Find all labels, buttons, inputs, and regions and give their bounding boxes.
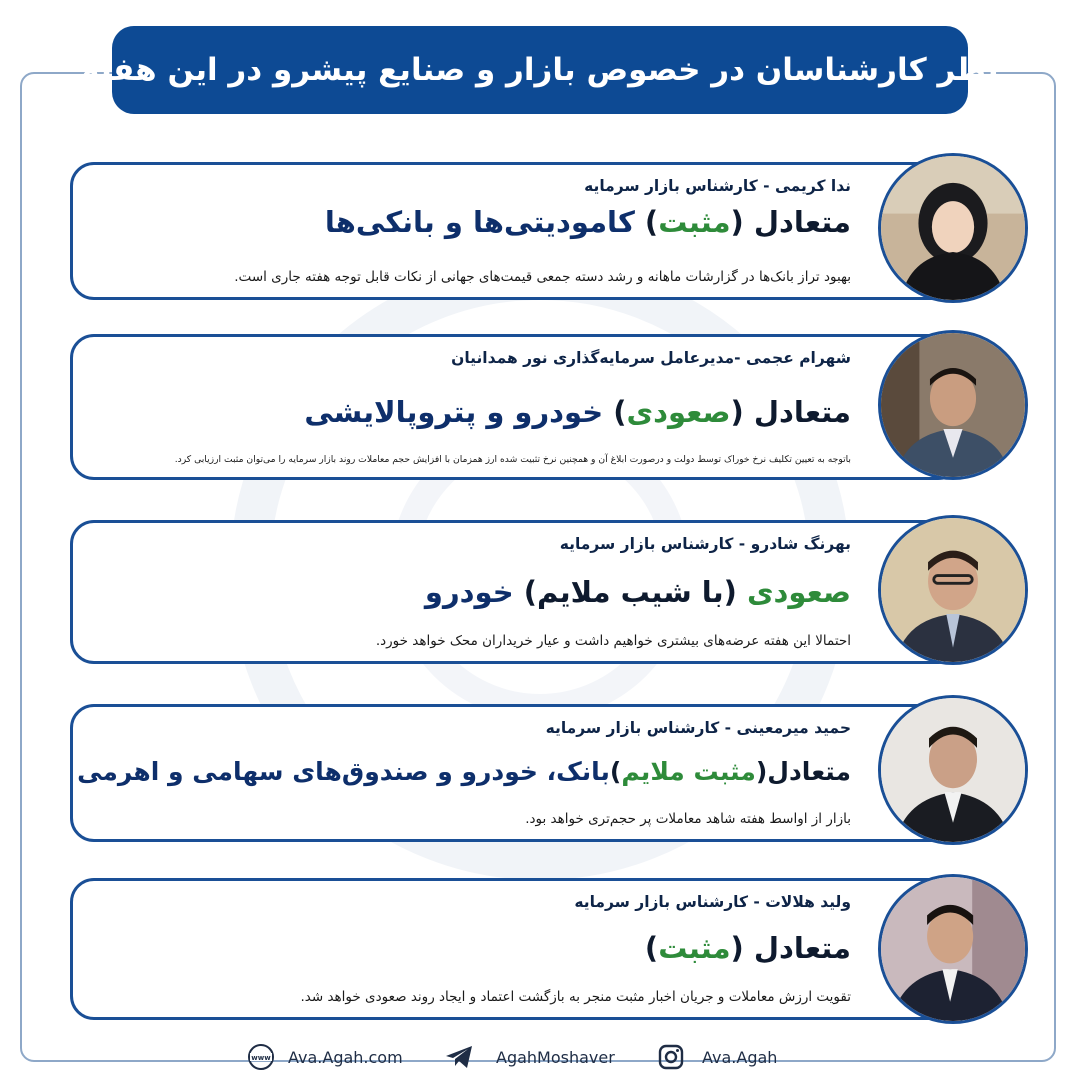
- globe-www-icon: [246, 1042, 276, 1072]
- expert-description: بهبود تراز بانک‌ها در گزارشات ماهانه و رشد دسته جمعی قیمت‌های جهانی از نکات قابل توجه هفته جاری است.: [234, 269, 851, 285]
- expert-outlook-headline: [77, 757, 851, 786]
- expert-name-title: ندا کریمی - کارشناس بازار سرمایه: [584, 177, 851, 195]
- outlook-lead: متعادل: [753, 205, 851, 239]
- footer-telegram[interactable]: [444, 1040, 615, 1074]
- outlook-lead: متعادل: [753, 395, 851, 429]
- outlook-sectors: بانک، خودرو و صندوق‌های سهامی و اهرمی: [77, 757, 610, 786]
- expert-card: [70, 520, 962, 664]
- outlook-value: مثبت ملایم: [621, 757, 756, 786]
- expert-photo: [878, 874, 1028, 1024]
- outlook-sectors: کامودیتی‌ها و بانکی‌ها: [324, 205, 635, 239]
- paren-open: (: [755, 757, 768, 786]
- expert-outlook-headline: [304, 395, 851, 429]
- telegram-icon: [444, 1042, 474, 1072]
- outlook-value: مثبت: [658, 931, 731, 965]
- paren-close: ): [603, 395, 627, 429]
- expert-photo: [878, 153, 1028, 303]
- paren-close: ): [609, 757, 622, 786]
- outlook-lead: متعادل: [753, 931, 851, 965]
- paren-close: ): [634, 205, 659, 239]
- title-banner: [81, 26, 999, 114]
- paren-open: (: [730, 931, 754, 965]
- footer-bar: [0, 1040, 1080, 1074]
- expert-outlook-headline: [325, 205, 851, 239]
- footer-instagram[interactable]: [656, 1040, 777, 1074]
- expert-card: [70, 334, 962, 480]
- expert-card: [70, 878, 962, 1020]
- expert-outlook-headline: [425, 575, 851, 609]
- instagram-icon: [656, 1042, 686, 1072]
- expert-name-title: حمید میرمعینی - کارشناس بازار سرمایه: [545, 719, 851, 737]
- expert-description: تقویت ارزش معاملات و جریان اخبار مثبت منجر به بازگشت اعتماد و ایجاد روند صعودی خواهد شد.: [300, 989, 851, 1005]
- outlook-sectors: خودرو: [424, 575, 514, 609]
- expert-photo: [878, 695, 1028, 845]
- expert-name-title: ولید هلالات - کارشناس بازار سرمایه: [574, 893, 851, 911]
- footer-instagram-label: Ava.Agah: [702, 1047, 778, 1067]
- expert-outlook-headline: [645, 931, 851, 965]
- expert-description: احتمالا این هفته عرضه‌های بیشتری خواهیم داشت و عیار خریداران محک خواهد خورد.: [375, 633, 851, 649]
- paren-close: (با شیب ملایم): [513, 575, 747, 609]
- footer-website[interactable]: [246, 1040, 403, 1074]
- expert-description: باتوجه به تعیین تکلیف نرخ خوراک توسط دولت و درصورت ابلاغ آن و همچنین نرخ تثبیت شده ارز همزمان با افزایش حجم معاملات روند بازار سرمایه را می‌توان مثبت ارزیابی کرد.: [174, 454, 851, 465]
- expert-card: [70, 162, 962, 300]
- outlook-sectors: خودرو و پتروپالایشی: [304, 395, 604, 429]
- expert-name-title: بهرنگ شادرو - کارشناس بازار سرمایه: [559, 535, 851, 553]
- svg-text:www: www: [251, 1054, 271, 1062]
- expert-photo: [878, 515, 1028, 665]
- paren-open: (: [730, 205, 754, 239]
- paren-close: ): [644, 931, 659, 965]
- outlook-value: صعودی: [626, 395, 731, 429]
- footer-telegram-label: AgahMoshaver: [496, 1047, 615, 1067]
- expert-photo: [878, 330, 1028, 480]
- expert-name-title: شهرام عجمی -مدیرعامل سرمایه‌گذاری نور همدانیان: [451, 349, 851, 367]
- page-title: نظر کارشناسان در خصوص بازار و صنایع پیشرو در این هفته: [81, 52, 999, 88]
- paren-open: (: [730, 395, 754, 429]
- outlook-value: مثبت: [658, 205, 731, 239]
- footer-website-label: Ava.Agah.com: [288, 1047, 403, 1067]
- expert-description: بازار از اواسط هفته شاهد معاملات پر حجم‌تری خواهد بود.: [525, 811, 851, 827]
- expert-card: [70, 704, 962, 842]
- outlook-lead: متعادل: [767, 757, 851, 786]
- outlook-value: صعودی: [746, 575, 851, 609]
